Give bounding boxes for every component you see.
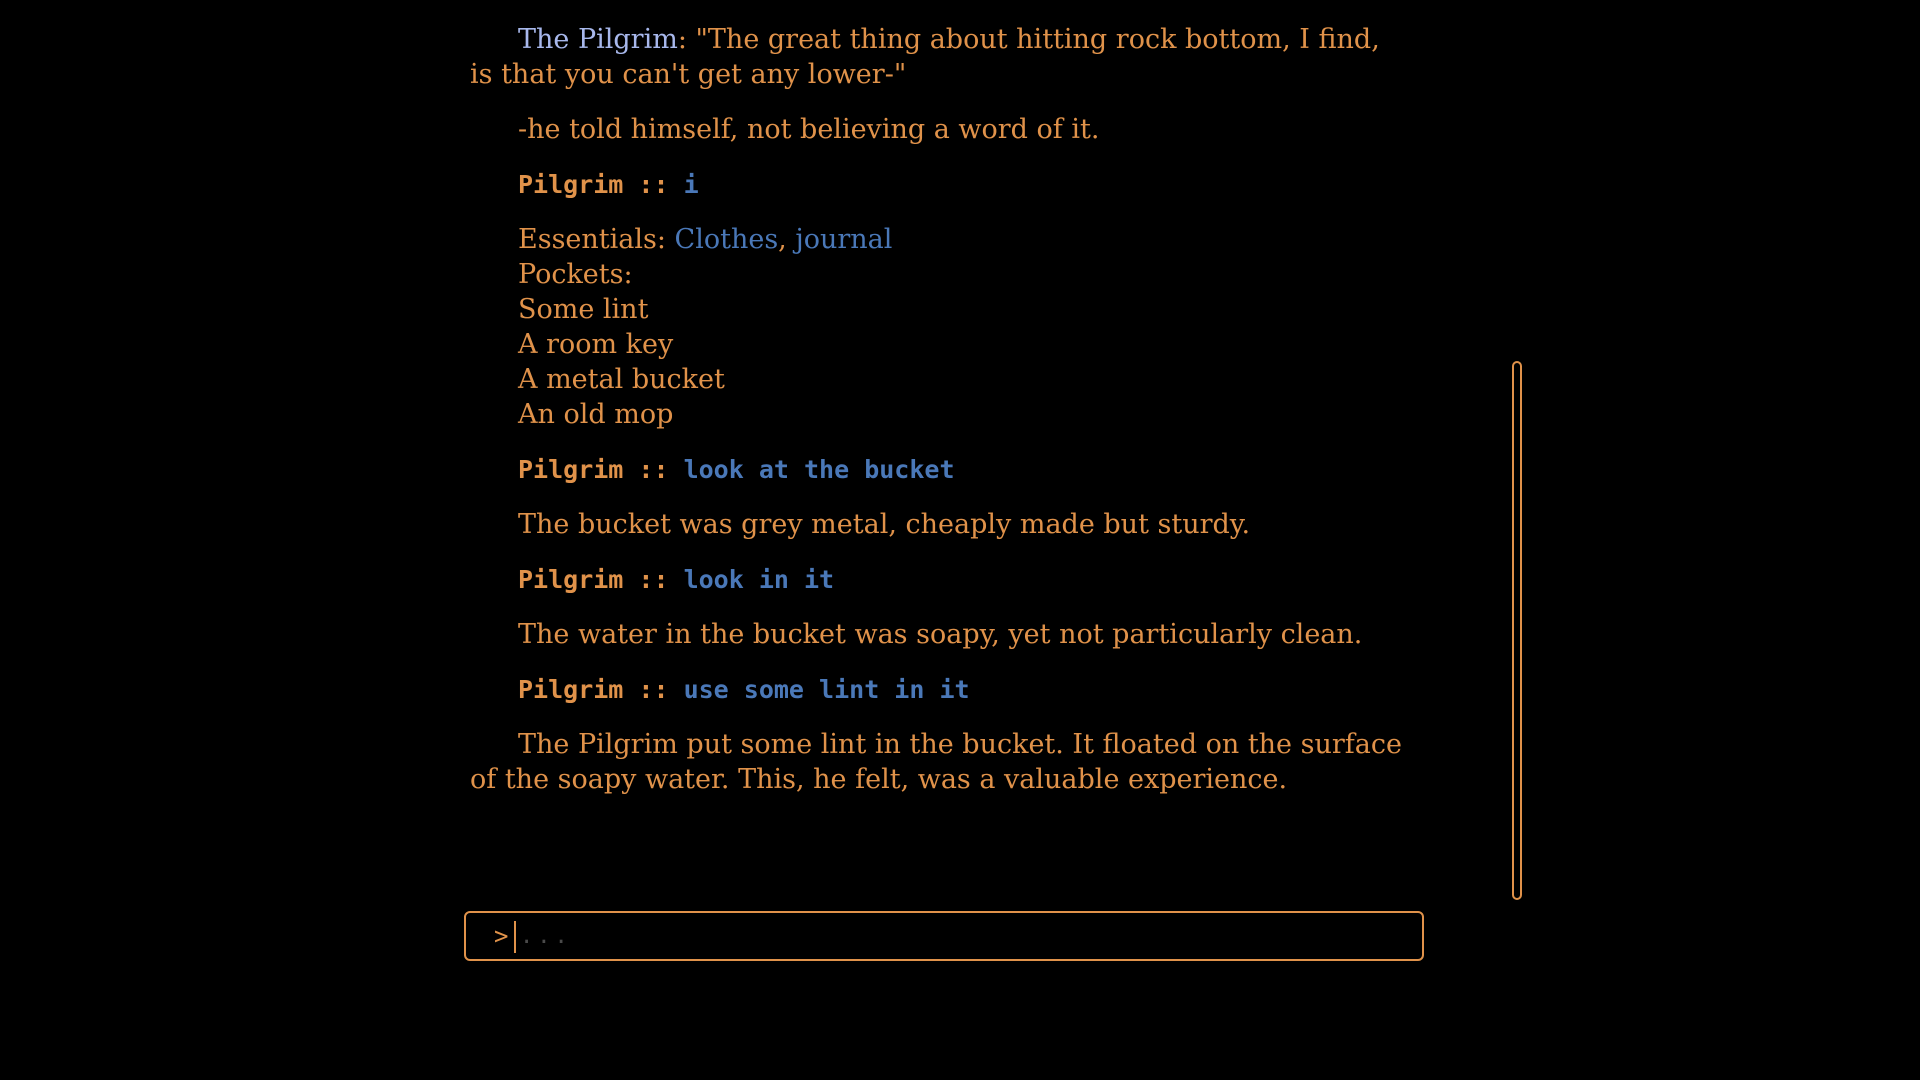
command-line xyxy=(518,452,1402,487)
scrollbar[interactable] xyxy=(1512,361,1522,900)
essentials-label: Essentials: xyxy=(518,224,675,255)
pocket-item: An old mop xyxy=(518,399,674,430)
text-caret xyxy=(514,921,516,953)
command-prompt: Pilgrim :: xyxy=(518,455,684,484)
pocket-item: Some lint xyxy=(518,294,649,325)
command-input[interactable] xyxy=(520,919,1400,953)
opening-paragraph xyxy=(470,22,1402,92)
essentials-line xyxy=(518,222,1402,257)
input-prompt-symbol: > xyxy=(494,922,509,950)
command-text: look in it xyxy=(683,565,835,594)
command-prompt: Pilgrim :: xyxy=(518,675,684,704)
response-paragraph: The bucket was grey metal, cheaply made but sturdy. xyxy=(518,509,1251,540)
speaker-name: The Pilgrim xyxy=(518,24,678,55)
response-paragraph: The Pilgrim put some lint in the bucket. It floated on the surface of the soapy water. This, he felt, was a valuable experience. xyxy=(470,729,1402,795)
transcript xyxy=(470,22,1402,817)
essentials-separator: , xyxy=(778,224,796,255)
command-text: use some lint in it xyxy=(683,675,970,704)
command-line xyxy=(518,562,1402,597)
command-line xyxy=(518,167,1402,202)
command-prompt: Pilgrim :: xyxy=(518,565,684,594)
essential-item-link[interactable]: Clothes xyxy=(674,224,779,255)
pockets-label: Pockets: xyxy=(518,259,633,290)
pocket-item: A metal bucket xyxy=(518,364,725,395)
pocket-item: A room key xyxy=(518,329,674,360)
response-paragraph: The water in the bucket was soapy, yet not particularly clean. xyxy=(518,619,1363,650)
command-input-box[interactable] xyxy=(464,911,1424,961)
opening-quote: : "The great thing about hitting rock bottom, I find, is that you can't get any lower-" xyxy=(470,24,1380,90)
aside-paragraph: -he told himself, not believing a word of it. xyxy=(518,114,1100,145)
command-prompt: Pilgrim :: xyxy=(518,170,684,199)
command-text: i xyxy=(683,170,699,199)
inventory-listing xyxy=(518,222,1402,432)
command-text: look at the bucket xyxy=(683,455,955,484)
command-line xyxy=(518,672,1402,707)
essential-item-link[interactable]: journal xyxy=(795,224,893,255)
